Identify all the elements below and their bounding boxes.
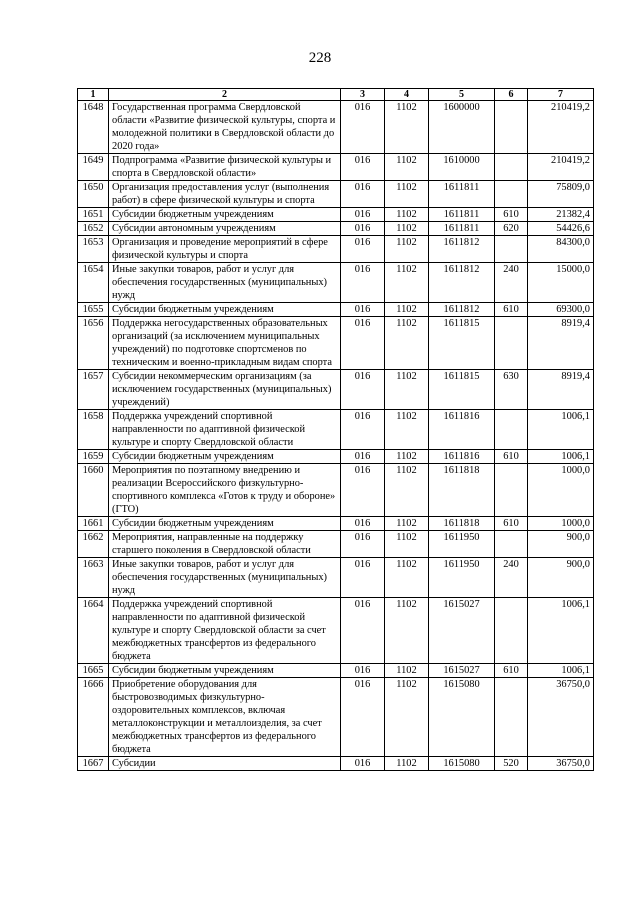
column-header: 7 xyxy=(528,89,594,101)
item-name: Иные закупки товаров, работ и услуг для обеспечения государственных (муниципальных) нужд xyxy=(109,558,341,598)
table-row xyxy=(78,531,594,558)
table-row xyxy=(78,517,594,531)
item-name: Организация предоставления услуг (выполнения работ) в сфере физической культуры и спорта xyxy=(109,181,341,208)
table-body xyxy=(78,101,594,771)
amount: 210419,2 xyxy=(528,154,594,181)
row-number: 1656 xyxy=(78,317,109,370)
amount: 1006,1 xyxy=(528,664,594,678)
target-article-code: 1611815 xyxy=(429,370,495,410)
row-number: 1648 xyxy=(78,101,109,154)
table-row xyxy=(78,664,594,678)
amount: 8919,4 xyxy=(528,370,594,410)
ministry-code: 016 xyxy=(341,208,385,222)
ministry-code: 016 xyxy=(341,531,385,558)
table-row xyxy=(78,303,594,317)
table-row xyxy=(78,236,594,263)
ministry-code: 016 xyxy=(341,303,385,317)
section-code: 1102 xyxy=(385,464,429,517)
target-article-code: 1611950 xyxy=(429,531,495,558)
expense-type-code: 630 xyxy=(495,370,528,410)
item-name: Субсидии бюджетным учреждениям xyxy=(109,517,341,531)
expense-type-code: 610 xyxy=(495,517,528,531)
expense-type-code xyxy=(495,531,528,558)
row-number: 1666 xyxy=(78,678,109,757)
target-article-code: 1611816 xyxy=(429,410,495,450)
table-row xyxy=(78,370,594,410)
row-number: 1649 xyxy=(78,154,109,181)
amount: 21382,4 xyxy=(528,208,594,222)
target-article-code: 1610000 xyxy=(429,154,495,181)
target-article-code: 1611812 xyxy=(429,263,495,303)
table-row xyxy=(78,263,594,303)
table-row xyxy=(78,222,594,236)
row-number: 1660 xyxy=(78,464,109,517)
section-code: 1102 xyxy=(385,410,429,450)
table-row xyxy=(78,181,594,208)
table-header xyxy=(78,89,594,101)
ministry-code: 016 xyxy=(341,664,385,678)
ministry-code: 016 xyxy=(341,154,385,181)
target-article-code: 1611811 xyxy=(429,222,495,236)
expense-type-code xyxy=(495,154,528,181)
table-row xyxy=(78,558,594,598)
target-article-code: 1615027 xyxy=(429,664,495,678)
section-code: 1102 xyxy=(385,317,429,370)
section-code: 1102 xyxy=(385,598,429,664)
ministry-code: 016 xyxy=(341,598,385,664)
ministry-code: 016 xyxy=(341,101,385,154)
target-article-code: 1611812 xyxy=(429,236,495,263)
expense-type-code: 240 xyxy=(495,558,528,598)
row-number: 1650 xyxy=(78,181,109,208)
item-name: Субсидии некоммерческим организациям (за исключением государственных (муниципальных) учреждений) xyxy=(109,370,341,410)
expense-type-code xyxy=(495,464,528,517)
item-name: Мероприятия, направленные на поддержку старшего поколения в Свердловской области xyxy=(109,531,341,558)
table-row xyxy=(78,410,594,450)
section-code: 1102 xyxy=(385,208,429,222)
expense-type-code: 520 xyxy=(495,757,528,771)
target-article-code: 1611812 xyxy=(429,303,495,317)
item-name: Государственная программа Свердловской области «Развитие физической культуры, спорта и молодежной политики в Свердловской области до 2020 года» xyxy=(109,101,341,154)
item-name: Организация и проведение мероприятий в сфере физической культуры и спорта xyxy=(109,236,341,263)
amount: 1000,0 xyxy=(528,517,594,531)
section-code: 1102 xyxy=(385,517,429,531)
expense-type-code xyxy=(495,236,528,263)
ministry-code: 016 xyxy=(341,370,385,410)
item-name: Мероприятия по поэтапному внедрению и реализации Всероссийского физкультурно-спортивного комплекса «Готов к труду и обороне» (ГТО) xyxy=(109,464,341,517)
table-row xyxy=(78,598,594,664)
table-row xyxy=(78,678,594,757)
column-header: 1 xyxy=(78,89,109,101)
ministry-code: 016 xyxy=(341,558,385,598)
amount: 900,0 xyxy=(528,531,594,558)
amount: 54426,6 xyxy=(528,222,594,236)
amount: 210419,2 xyxy=(528,101,594,154)
section-code: 1102 xyxy=(385,263,429,303)
table-row xyxy=(78,450,594,464)
target-article-code: 1615027 xyxy=(429,598,495,664)
header-row xyxy=(78,89,594,101)
ministry-code: 016 xyxy=(341,181,385,208)
ministry-code: 016 xyxy=(341,263,385,303)
section-code: 1102 xyxy=(385,154,429,181)
section-code: 1102 xyxy=(385,558,429,598)
section-code: 1102 xyxy=(385,101,429,154)
table-row xyxy=(78,757,594,771)
expense-type-code: 240 xyxy=(495,263,528,303)
expense-type-code xyxy=(495,101,528,154)
column-header: 5 xyxy=(429,89,495,101)
expense-type-code: 610 xyxy=(495,450,528,464)
ministry-code: 016 xyxy=(341,410,385,450)
amount: 15000,0 xyxy=(528,263,594,303)
ministry-code: 016 xyxy=(341,517,385,531)
item-name: Поддержка негосударственных образовательных организаций (за исключением муниципальных учреждений) по подготовке спортсменов по техническим и военно-прикладным видам спорта xyxy=(109,317,341,370)
column-header: 3 xyxy=(341,89,385,101)
amount: 1006,1 xyxy=(528,598,594,664)
item-name: Субсидии бюджетным учреждениям xyxy=(109,450,341,464)
ministry-code: 016 xyxy=(341,236,385,263)
ministry-code: 016 xyxy=(341,464,385,517)
page-number: 228 xyxy=(308,50,332,66)
section-code: 1102 xyxy=(385,222,429,236)
row-number: 1655 xyxy=(78,303,109,317)
amount: 900,0 xyxy=(528,558,594,598)
row-number: 1653 xyxy=(78,236,109,263)
item-name: Субсидии автономным учреждениям xyxy=(109,222,341,236)
section-code: 1102 xyxy=(385,450,429,464)
ministry-code: 016 xyxy=(341,450,385,464)
expense-type-code xyxy=(495,678,528,757)
target-article-code: 1600000 xyxy=(429,101,495,154)
item-name: Субсидии бюджетным учреждениям xyxy=(109,208,341,222)
amount: 1006,1 xyxy=(528,410,594,450)
ministry-code: 016 xyxy=(341,678,385,757)
column-header: 6 xyxy=(495,89,528,101)
table-row xyxy=(78,464,594,517)
row-number: 1665 xyxy=(78,664,109,678)
expense-type-code xyxy=(495,410,528,450)
amount: 1000,0 xyxy=(528,464,594,517)
column-header: 2 xyxy=(109,89,341,101)
target-article-code: 1611811 xyxy=(429,181,495,208)
table-row xyxy=(78,208,594,222)
expense-type-code: 610 xyxy=(495,303,528,317)
expense-type-code xyxy=(495,598,528,664)
ministry-code: 016 xyxy=(341,757,385,771)
target-article-code: 1611811 xyxy=(429,208,495,222)
table-row xyxy=(78,101,594,154)
section-code: 1102 xyxy=(385,236,429,263)
expense-type-code: 610 xyxy=(495,664,528,678)
row-number: 1658 xyxy=(78,410,109,450)
target-article-code: 1611950 xyxy=(429,558,495,598)
expense-type-code xyxy=(495,181,528,208)
amount: 36750,0 xyxy=(528,757,594,771)
item-name: Подпрограмма «Развитие физической культуры и спорта в Свердловской области» xyxy=(109,154,341,181)
item-name: Субсидии бюджетным учреждениям xyxy=(109,664,341,678)
expense-type-code: 620 xyxy=(495,222,528,236)
row-number: 1657 xyxy=(78,370,109,410)
row-number: 1659 xyxy=(78,450,109,464)
section-code: 1102 xyxy=(385,757,429,771)
amount: 75809,0 xyxy=(528,181,594,208)
ministry-code: 016 xyxy=(341,317,385,370)
expense-type-code xyxy=(495,317,528,370)
item-name: Приобретение оборудования для быстровозводимых физкультурно-оздоровительных комплексов, включая металлоконструкции и металлоизделия, за счет межбюджетных трансфертов из федерального бюджета xyxy=(109,678,341,757)
target-article-code: 1611816 xyxy=(429,450,495,464)
ministry-code: 016 xyxy=(341,222,385,236)
section-code: 1102 xyxy=(385,664,429,678)
expense-type-code: 610 xyxy=(495,208,528,222)
target-article-code: 1615080 xyxy=(429,678,495,757)
section-code: 1102 xyxy=(385,370,429,410)
table-row xyxy=(78,154,594,181)
section-code: 1102 xyxy=(385,678,429,757)
row-number: 1652 xyxy=(78,222,109,236)
row-number: 1664 xyxy=(78,598,109,664)
item-name: Поддержка учреждений спортивной направленности по адаптивной физической культуре и спорту Свердловской области за счет межбюджетных трансфертов из федерального бюджета xyxy=(109,598,341,664)
target-article-code: 1611818 xyxy=(429,464,495,517)
row-number: 1667 xyxy=(78,757,109,771)
section-code: 1102 xyxy=(385,303,429,317)
column-header: 4 xyxy=(385,89,429,101)
item-name: Субсидии бюджетным учреждениям xyxy=(109,303,341,317)
section-code: 1102 xyxy=(385,531,429,558)
row-number: 1662 xyxy=(78,531,109,558)
amount: 1006,1 xyxy=(528,450,594,464)
item-name: Иные закупки товаров, работ и услуг для обеспечения государственных (муниципальных) нужд xyxy=(109,263,341,303)
amount: 8919,4 xyxy=(528,317,594,370)
row-number: 1654 xyxy=(78,263,109,303)
target-article-code: 1611818 xyxy=(429,517,495,531)
budget-table xyxy=(77,88,594,771)
target-article-code: 1611815 xyxy=(429,317,495,370)
row-number: 1661 xyxy=(78,517,109,531)
item-name: Субсидии xyxy=(109,757,341,771)
amount: 69300,0 xyxy=(528,303,594,317)
amount: 84300,0 xyxy=(528,236,594,263)
section-code: 1102 xyxy=(385,181,429,208)
table-row xyxy=(78,317,594,370)
row-number: 1651 xyxy=(78,208,109,222)
row-number: 1663 xyxy=(78,558,109,598)
item-name: Поддержка учреждений спортивной направленности по адаптивной физической культуре и спорту Свердловской области xyxy=(109,410,341,450)
amount: 36750,0 xyxy=(528,678,594,757)
target-article-code: 1615080 xyxy=(429,757,495,771)
